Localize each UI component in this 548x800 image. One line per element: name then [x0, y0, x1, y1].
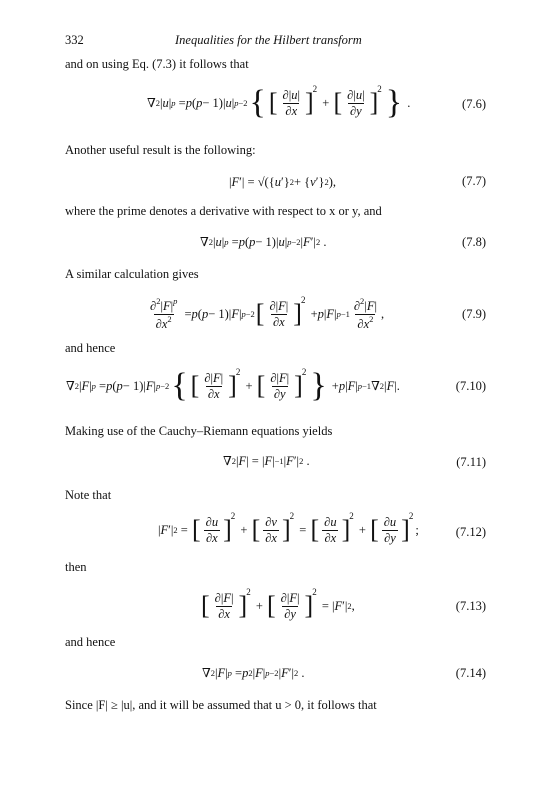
equation-7-9: $\frac{\partial^2|F|^p}{\partial x^2}$ = p ( p − 1)| F | p−2 [ $\frac{\partial|F|}{\partial x}$ ] 2 + p | F | p−1 $\frac{\partial^2|F|}{\partial x^2}$ , [150, 295, 385, 331]
equation-number-7-6: (7.6) [462, 97, 486, 111]
paragraph-8: then [65, 560, 87, 574]
equation-number-7-13: (7.13) [455, 599, 486, 613]
equation-7-14: ∇ 2 | F | p = p 2 | F | p−2 | F ′| 2 . [202, 665, 305, 680]
equation-7-6: ∇ 2 | u | p = p ( p − 1)| u | p−2 { [ $\frac{\partial|u|}{\partial x}$ ] 2 + [ $\frac{\partial|u|}{\partial y}$ ] 2 } . [147, 84, 411, 121]
paragraph-10: Since |F| ≥ |u|, and it will be assumed that u > 0, it follows that [65, 698, 377, 712]
equation-7-12: | F ′| 2 = [ $\frac{\partial u}{\partial x}$ ] 2 + [ $\frac{\partial v}{\partial x}$ ] 2 = [ $\frac{\partial u}{\partial x}$ ] 2 + [ $\frac{\partial u}{\partial y}$ ] 2 ; [158, 511, 419, 545]
equation-number-7-11: (7.11) [456, 455, 486, 469]
paragraph-2: Another useful result is the following: [65, 143, 256, 157]
paragraph-1: and on using Eq. (7.3) it follows that [65, 57, 249, 71]
equation-number-7-12: (7.12) [455, 525, 486, 539]
paragraph-7: Note that [65, 488, 112, 502]
cut-off-next-line [200, 727, 480, 732]
equation-number-7-7: (7.7) [462, 174, 486, 188]
equation-7-11: ∇ 2 | F | = | F | −1 | F ′| 2 . [223, 453, 310, 468]
equation-7-8: ∇ 2 | u | p = p ( p − 1)| u | p−2 | F ′| 2 . [200, 234, 327, 249]
equation-7-7: | F ′| = √({ u ′} 2 + { v ′} 2 ), [229, 174, 336, 189]
equation-number-7-14: (7.14) [455, 666, 486, 680]
paragraph-3: where the prime denotes a derivative with respect to x or y, and [65, 204, 382, 218]
paragraph-4: A similar calculation gives [65, 267, 199, 281]
equation-7-13: [ $\frac{\partial|F|}{\partial x}$ ] 2 + [ $\frac{\partial|F|}{\partial y}$ ] 2 = | F ′| 2 , [201, 587, 355, 621]
equation-number-7-10: (7.10) [455, 379, 486, 393]
page-number: 332 [65, 33, 84, 47]
paragraph-5: and hence [65, 341, 116, 355]
equation-number-7-9: (7.9) [462, 307, 486, 321]
equation-number-7-8: (7.8) [462, 235, 486, 249]
paragraph-6: Making use of the Cauchy–Riemann equations yields [65, 424, 333, 438]
running-title: Inequalities for the Hilbert transform [175, 33, 362, 47]
paragraph-9: and hence [65, 635, 116, 649]
equation-7-10: ∇ 2 | F | p = p ( p − 1)| F | p−2 { [ $\frac{\partial|F|}{\partial x}$ ] 2 + [ $\frac{\partial|F|}{\partial y}$ ] 2 } + p | F | p−1 ∇ 2 | F |. [66, 367, 400, 404]
